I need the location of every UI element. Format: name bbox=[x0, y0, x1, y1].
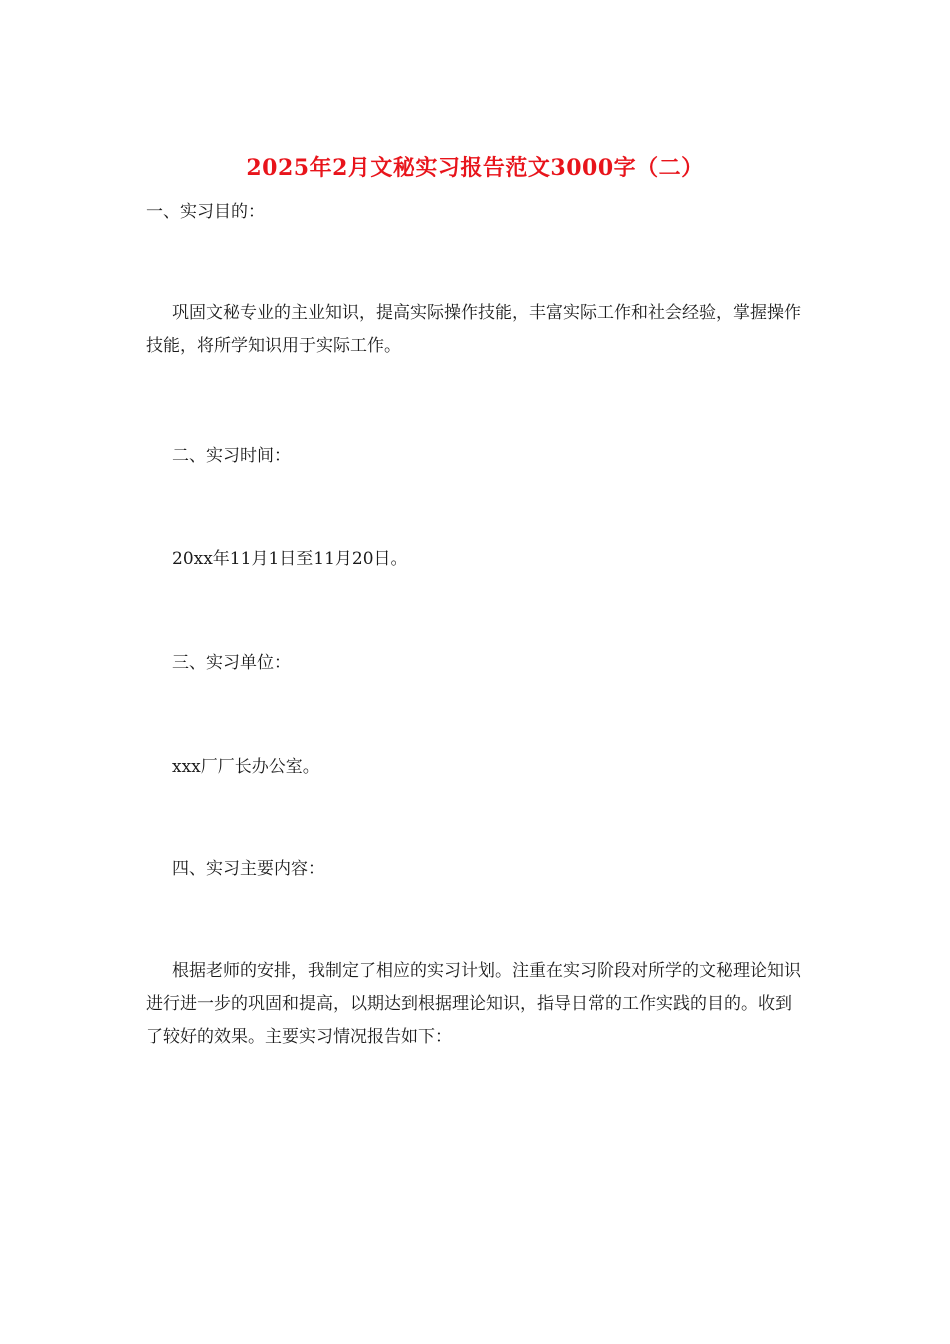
section-body-purpose: 巩固文秘专业的主业知识，提高实际操作技能，丰富实际工作和社会经验，掌握操作技能，将所学知识用于实际工作。 bbox=[146, 303, 801, 356]
section-heading-time: 二、实习时间： bbox=[172, 446, 291, 466]
section-body-content: 根据老师的安排，我制定了相应的实习计划。注重在实习阶段对所学的文秘理论知识进行进一步的巩固和提高，以期达到根据理论知识，指导日常的工作实践的目的。收到了较好的效果。主要实习情况报告如下： bbox=[146, 961, 801, 1047]
section-body-time: 20xx年11月1日至11月20日。 bbox=[172, 549, 408, 569]
section-heading-purpose: 一、实习目的： bbox=[146, 202, 265, 222]
document-title: 2025年2月文秘实习报告范文3000字（二） bbox=[246, 155, 704, 181]
section-heading-unit: 三、实习单位： bbox=[172, 653, 291, 673]
section-heading-content: 四、实习主要内容： bbox=[172, 859, 325, 879]
section-body-unit: xxx厂厂长办公室。 bbox=[172, 757, 320, 777]
